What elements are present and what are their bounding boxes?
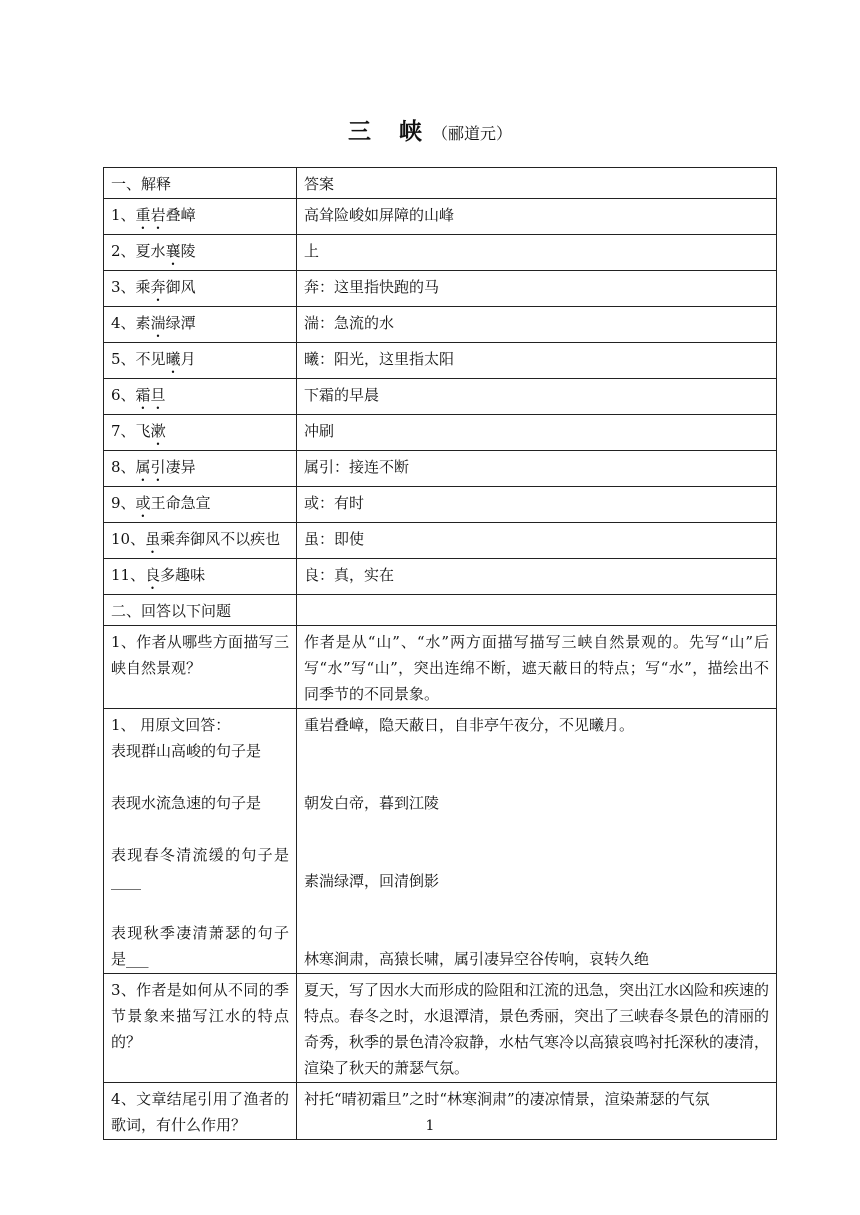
answer-2-line-4: 林寒涧肃，高猿长啸，属引凄异空谷传响，哀转久绝 bbox=[304, 950, 650, 968]
vocab-term-pre: 不见 bbox=[135, 350, 166, 368]
vocab-term bbox=[104, 523, 297, 559]
vocab-answer: 下霜的早晨 bbox=[297, 379, 777, 415]
question-3: 3、作者是如何从不同的季节景象来描写江水的特点的？ bbox=[104, 974, 297, 1083]
question-2-prompt-2: 表现水流急速的句子是 bbox=[111, 794, 262, 812]
vocab-answer: 属引：接连不断 bbox=[297, 451, 777, 487]
question-2 bbox=[104, 709, 297, 974]
vocab-row bbox=[104, 523, 777, 559]
vocab-row bbox=[104, 451, 777, 487]
question-row-2 bbox=[104, 709, 777, 974]
vocab-answer: 冲刷 bbox=[297, 415, 777, 451]
vocab-answer: 奔：这里指快跑的马 bbox=[297, 271, 777, 307]
question-2-intro: 1、 用原文回答： bbox=[111, 716, 231, 734]
vocab-term-post: 月 bbox=[180, 350, 196, 368]
title-main: 三 峡 bbox=[347, 118, 432, 145]
question-4: 4、文章结尾引用了渔者的歌词，有什么作用？ bbox=[104, 1083, 297, 1140]
question-2-prompt-1: 表现群山高峻的句子是 bbox=[111, 742, 262, 760]
vocab-term bbox=[104, 199, 297, 235]
vocab-term-post: 凄异 bbox=[165, 458, 196, 476]
vocab-term-num: 3、 bbox=[111, 278, 136, 296]
vocab-term bbox=[104, 343, 297, 379]
vocab-term-num: 7、 bbox=[111, 422, 136, 440]
vocab-row bbox=[104, 343, 777, 379]
vocab-term-num: 4、 bbox=[111, 314, 136, 332]
vocab-term-num: 2、 bbox=[111, 242, 136, 260]
vocab-term-num: 1、 bbox=[111, 206, 136, 224]
vocab-term-post: 御风 bbox=[165, 278, 196, 296]
vocab-row bbox=[104, 307, 777, 343]
question-row-3 bbox=[104, 974, 777, 1083]
vocab-answer: 上 bbox=[297, 235, 777, 271]
title-author: （郦道元） bbox=[432, 124, 513, 143]
table-header-row bbox=[104, 168, 777, 199]
question-2-prompt-4: 表现秋季凄清萧瑟的句子是___ bbox=[111, 924, 289, 968]
vocab-row bbox=[104, 235, 777, 271]
vocab-term-post: 王命急宣 bbox=[150, 494, 211, 512]
vocab-term-dot: 奔 bbox=[150, 278, 166, 296]
vocab-term bbox=[104, 451, 297, 487]
vocab-answer: 或：有时 bbox=[297, 487, 777, 523]
vocab-term-dot: 或 bbox=[135, 494, 151, 512]
vocab-term bbox=[104, 307, 297, 343]
section2-empty bbox=[297, 595, 777, 626]
vocab-row bbox=[104, 271, 777, 307]
vocab-term-dot: 良 bbox=[145, 566, 161, 584]
vocab-term-dot: 襄 bbox=[165, 242, 181, 260]
qa-table bbox=[103, 167, 777, 1140]
section2-heading: 二、回答以下问题 bbox=[104, 595, 297, 626]
answer-1: 作者是从“山”、“水”两方面描写描写三峡自然景观的。先写“山”后写“水”写“山”，突出连绵不断，遮天蔽日的特点；写“水”，描绘出不同季节的不同景象。 bbox=[297, 626, 777, 709]
vocab-answer: 虽：即使 bbox=[297, 523, 777, 559]
vocab-row bbox=[104, 379, 777, 415]
answer-2-line-1: 重岩叠嶂，隐天蔽日，自非亭午夜分，不见曦月。 bbox=[304, 716, 635, 734]
vocab-row bbox=[104, 199, 777, 235]
vocab-term-dot: 漱 bbox=[150, 422, 166, 440]
vocab-term bbox=[104, 379, 297, 415]
answer-3: 夏天，写了因水大而形成的险阻和江流的迅急，突出江水凶险和疾速的特点。春冬之时，水退潭清，景色秀丽，突出了三峡春冬景色的清丽的奇秀，秋季的景色清冷寂静，水枯气寒冷以高猿哀鸣衬托深秋的凄清，渲染了秋天的萧瑟气氛。 bbox=[297, 974, 777, 1083]
vocab-term-pre: 飞 bbox=[135, 422, 151, 440]
vocab-term-num: 10、 bbox=[111, 530, 146, 548]
vocab-term-dot: 属引 bbox=[135, 458, 166, 476]
vocab-term-dot2: 岩 bbox=[150, 206, 166, 224]
answer-2 bbox=[297, 709, 777, 974]
vocab-term-dot: 湍 bbox=[150, 314, 166, 332]
vocab-term-post: 绿潭 bbox=[165, 314, 196, 332]
vocab-term-pre: 素 bbox=[135, 314, 151, 332]
vocab-term-num: 6、 bbox=[111, 386, 136, 404]
vocab-row bbox=[104, 559, 777, 595]
vocab-answer: 高耸险峻如屏障的山峰 bbox=[297, 199, 777, 235]
answer-4: 衬托“晴初霜旦”之时“林寒涧肃”的凄凉情景，渲染萧瑟的气氛 bbox=[297, 1083, 777, 1140]
vocab-term-num: 11、 bbox=[111, 566, 146, 584]
vocab-term-pre: 乘 bbox=[135, 278, 151, 296]
vocab-row bbox=[104, 487, 777, 523]
vocab-term-post: 陵 bbox=[180, 242, 196, 260]
answer-2-line-3: 素湍绿潭，回清倒影 bbox=[304, 872, 440, 890]
vocab-term-pre: 夏水 bbox=[135, 242, 166, 260]
vocab-term bbox=[104, 487, 297, 523]
vocab-term bbox=[104, 235, 297, 271]
vocab-term-num: 9、 bbox=[111, 494, 136, 512]
vocab-term-num: 8、 bbox=[111, 458, 136, 476]
vocab-term bbox=[104, 559, 297, 595]
answer-2-line-2: 朝发白帝，暮到江陵 bbox=[304, 794, 440, 812]
page-number: 1 bbox=[425, 1118, 435, 1134]
vocab-term-num: 5、 bbox=[111, 350, 136, 368]
question-1: 1、作者从哪些方面描写三峡自然景观？ bbox=[104, 626, 297, 709]
question-2-prompt-3: 表现春冬清流缓的句子是____ bbox=[111, 846, 289, 890]
vocab-term-post: 乘奔御风不以疾也 bbox=[160, 530, 281, 548]
section2-row bbox=[104, 595, 777, 626]
vocab-row bbox=[104, 415, 777, 451]
vocab-answer: 曦：阳光，这里指太阳 bbox=[297, 343, 777, 379]
vocab-term-dot: 虽 bbox=[145, 530, 161, 548]
vocab-term-dot: 霜旦 bbox=[135, 386, 166, 404]
vocab-term-post: 叠嶂 bbox=[165, 206, 196, 224]
vocab-term bbox=[104, 271, 297, 307]
header-col-2: 答案 bbox=[297, 168, 777, 199]
vocab-term-dot: 曦 bbox=[165, 350, 181, 368]
question-row-1 bbox=[104, 626, 777, 709]
vocab-answer: 湍：急流的水 bbox=[297, 307, 777, 343]
header-col-1: 一、解释 bbox=[104, 168, 297, 199]
page-title bbox=[0, 117, 860, 149]
vocab-term-post: 多趣味 bbox=[160, 566, 206, 584]
vocab-answer: 良：真，实在 bbox=[297, 559, 777, 595]
vocab-term bbox=[104, 415, 297, 451]
vocab-term-dot: 重 bbox=[135, 206, 151, 224]
